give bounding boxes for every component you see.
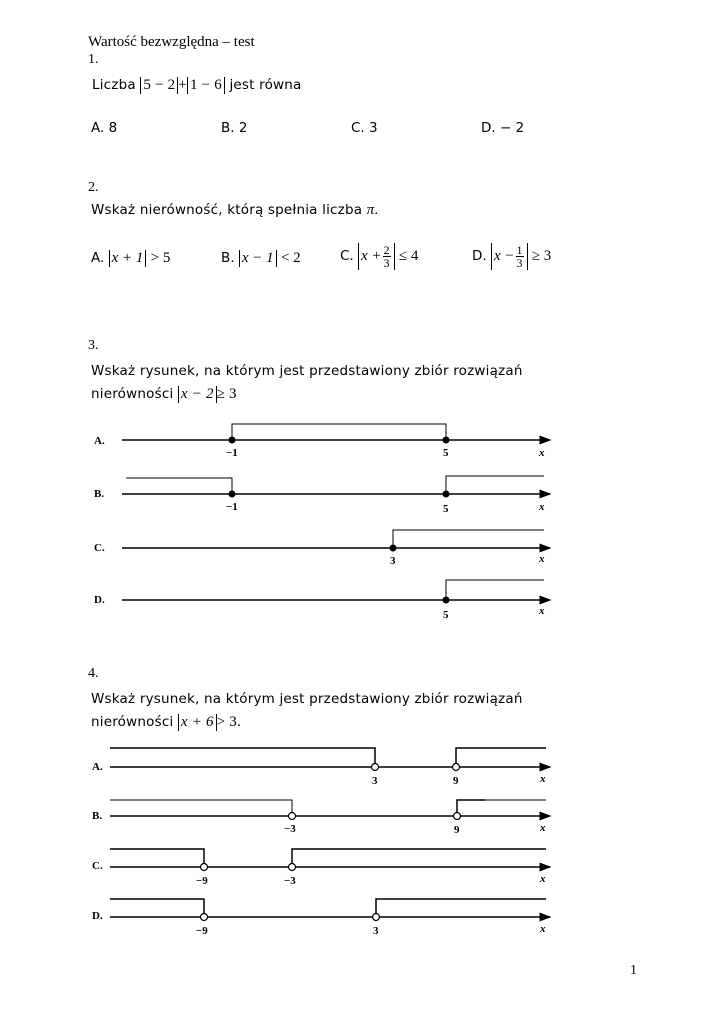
closed-point bbox=[443, 491, 450, 498]
q2-option-rel: > 5 bbox=[150, 250, 171, 266]
q1-option-letter: C. bbox=[351, 120, 365, 136]
q1-option-value: 2 bbox=[238, 120, 248, 136]
frac-den: 3 bbox=[383, 256, 390, 270]
axis-var: x bbox=[540, 873, 546, 885]
q1-option-letter: D. bbox=[481, 120, 496, 136]
tick-label: −3 bbox=[284, 823, 296, 835]
page-title: Wartość bezwzględna – test bbox=[88, 34, 255, 50]
figure-label: C. bbox=[94, 542, 105, 554]
axis-var: x bbox=[539, 605, 545, 617]
q1-number: 1. bbox=[88, 52, 99, 67]
q2-option-rel: < 2 bbox=[280, 250, 301, 266]
figure-label: D. bbox=[92, 910, 103, 922]
q2-option-var: x + bbox=[361, 247, 382, 264]
q2-option-rel: ≤ 4 bbox=[398, 247, 419, 264]
figure-label: C. bbox=[92, 860, 103, 872]
q4-rel: > 3 bbox=[216, 714, 237, 730]
open-point bbox=[289, 813, 296, 820]
figure-label: A. bbox=[92, 761, 103, 773]
open-point bbox=[201, 864, 208, 871]
closed-point bbox=[390, 545, 397, 552]
open-point bbox=[372, 764, 379, 771]
solution-ray-right bbox=[446, 580, 544, 600]
open-point bbox=[454, 813, 461, 820]
q1-option-letter: B. bbox=[221, 120, 235, 136]
q4-line1: Wskaż rysunek, na którym jest przedstawiony zbiór rozwiązań bbox=[91, 691, 523, 707]
solution-ray-right bbox=[446, 476, 544, 494]
open-point bbox=[289, 864, 296, 871]
solution-ray-right bbox=[292, 849, 546, 864]
page-number: 1 bbox=[630, 963, 637, 978]
frac-num: 1 bbox=[516, 243, 523, 257]
tick-label: 5 bbox=[443, 503, 449, 515]
q4-number: 4. bbox=[88, 666, 99, 681]
open-point bbox=[373, 914, 380, 921]
tick-label: −3 bbox=[284, 875, 296, 887]
q2-option-letter: C. bbox=[340, 247, 354, 264]
q1-abs-a: 5 − 2 bbox=[140, 77, 178, 94]
tick-label: 5 bbox=[443, 447, 449, 459]
solution-ray-left bbox=[110, 849, 204, 864]
q2-option-abs: x − 1 bbox=[239, 250, 277, 267]
closed-point bbox=[443, 437, 450, 444]
q2-pi: π bbox=[366, 202, 375, 218]
tick-label: 5 bbox=[443, 609, 449, 621]
tick-label: 3 bbox=[372, 775, 378, 787]
closed-point bbox=[229, 491, 236, 498]
q3-rel: ≥ 3 bbox=[216, 386, 237, 402]
solution-ray-right bbox=[376, 899, 546, 914]
q1-text-before: Liczba bbox=[92, 77, 136, 93]
axis-var: x bbox=[540, 773, 546, 785]
q3-line2-text: nierówności bbox=[91, 386, 174, 402]
q4-figure-d[interactable] bbox=[92, 899, 550, 937]
solution-ray-right bbox=[457, 800, 485, 813]
q4-line2-text: nierówności bbox=[91, 714, 174, 730]
tick-label: 3 bbox=[390, 555, 396, 567]
axis-var: x bbox=[540, 822, 546, 834]
solution-ray-left bbox=[110, 899, 204, 914]
solution-ray-left bbox=[126, 478, 232, 494]
tick-label: −1 bbox=[226, 501, 238, 513]
solution-ray-left bbox=[110, 748, 375, 764]
frac-num: 2 bbox=[383, 243, 390, 257]
q3-number: 3. bbox=[88, 338, 99, 353]
q4-figure-c[interactable] bbox=[92, 849, 550, 887]
axis-var: x bbox=[539, 501, 545, 513]
figure-label: D. bbox=[94, 594, 105, 606]
closed-point bbox=[443, 597, 450, 604]
figure-label: B. bbox=[94, 488, 105, 500]
figure-label: A. bbox=[94, 435, 105, 447]
tick-label: 9 bbox=[453, 775, 459, 787]
q3-figure-d[interactable] bbox=[94, 580, 550, 621]
axis-var: x bbox=[540, 923, 546, 935]
q1-option-value: 8 bbox=[108, 120, 118, 136]
q1-option-value: 3 bbox=[369, 120, 378, 136]
q2-option-letter: A. bbox=[91, 250, 105, 266]
q2-option-letter: D. bbox=[472, 247, 487, 264]
q2-option-var: x − bbox=[493, 247, 515, 264]
q2-option-abs: x + 1 bbox=[109, 250, 147, 267]
q2-text-main: Wskaż nierówność, którą spełnia liczba bbox=[91, 202, 363, 218]
q4-dot: . bbox=[236, 714, 241, 730]
open-point bbox=[453, 764, 460, 771]
tick-label: −9 bbox=[196, 925, 208, 937]
q3-line1: Wskaż rysunek, na którym jest przedstawiony zbiór rozwiązań bbox=[91, 363, 523, 379]
q2-dot: . bbox=[374, 202, 379, 218]
axis-var: x bbox=[539, 447, 545, 459]
q1-option-value: − 2 bbox=[499, 120, 525, 136]
tick-label: −9 bbox=[196, 875, 208, 887]
solution-bracket bbox=[232, 424, 446, 440]
tick-label: 3 bbox=[373, 925, 379, 937]
q4-figure-a[interactable] bbox=[92, 748, 550, 787]
q3-abs: x − 2 bbox=[178, 386, 217, 403]
solution-ray-left bbox=[110, 800, 292, 813]
q4-figure-b[interactable] bbox=[92, 800, 550, 836]
solution-ray-right bbox=[393, 530, 544, 548]
q1-text-after: jest równa bbox=[229, 77, 302, 93]
solution-ray-right bbox=[456, 748, 546, 764]
closed-point bbox=[229, 437, 236, 444]
tick-label: 9 bbox=[454, 824, 460, 836]
tick-label: −1 bbox=[226, 447, 238, 459]
q3-figure-c[interactable] bbox=[94, 530, 550, 567]
q1-abs-b: 1 − 6 bbox=[187, 77, 225, 94]
axis-var: x bbox=[539, 553, 545, 565]
q2-option-letter: B. bbox=[221, 250, 235, 266]
q1-plus: + bbox=[178, 77, 187, 93]
figure-label: B. bbox=[92, 810, 103, 822]
q2-number: 2. bbox=[88, 180, 99, 195]
q1-option-letter: A. bbox=[91, 120, 105, 136]
q3-figure-a[interactable] bbox=[94, 424, 550, 459]
q4-abs: x + 6 bbox=[178, 714, 217, 731]
q2-option-rel: ≥ 3 bbox=[531, 247, 552, 264]
frac-den: 3 bbox=[516, 256, 523, 270]
q3-figure-b[interactable] bbox=[94, 476, 550, 515]
open-point bbox=[201, 914, 208, 921]
